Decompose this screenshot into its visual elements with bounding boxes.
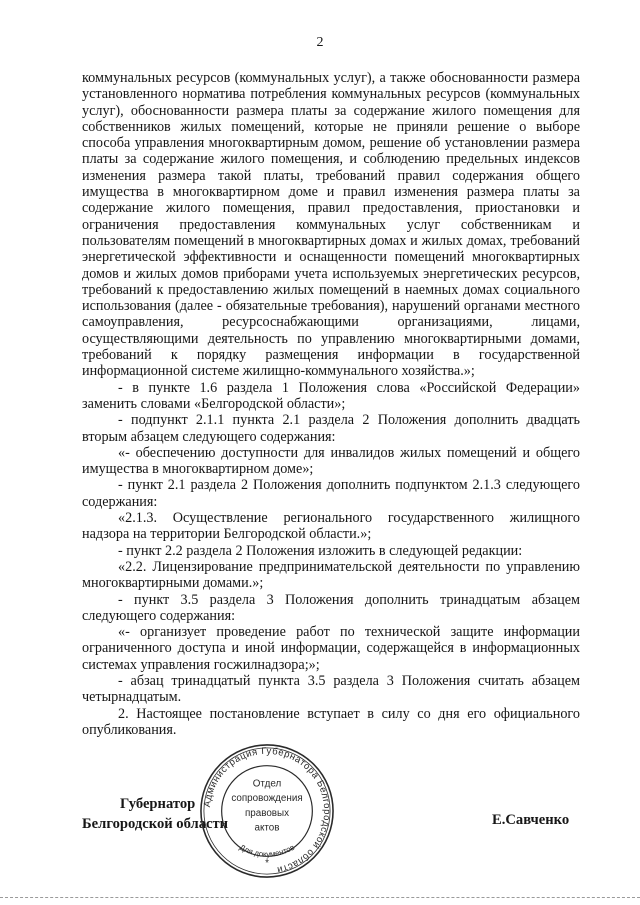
paragraph-continuation: коммунальных ресурсов (коммунальных услуг), а также обоснованности размера установленного норматива потребления коммунальных ресурсов (коммунальных услуг), обоснованности размера платы за содержание жилого помещения для собственников жилых помещений, которые не приняли решение о выборе способа управления многоквартирным домом, решение об установлении размера платы за содержание жилого помещения, и соблюдению предельных индексов изменения размера такой платы, требований правил содержания общего имущества в многоквартирном доме и правил изменения размера платы за содержание жилого помещения, правил предоставления, приостановки и ограничения предоставления коммунальных услуг собственникам и пользователям помещений в многоквартирных домах и жилых домах, требований энергетической эффективности и оснащенности помещений многоквартирных домов и жилых домов приборами учета используемых энергетических ресурсов, требований к предоставлению жилых помещений в наемных домах социального использования (далее - обязательные требования), нарушений органами местного самоуправления, ресурсоснабжающими организациями, лицами, осуществляющими деятельность по управлению многоквартирными домами, требований к порядку размещения информации в государственной информационной системе жилищно-коммунального хозяйства.»; — [82, 70, 580, 380]
paragraph-quote-3-5: «- организует проведение работ по технической защите информации ограниченного доступа и иной информации, содержащейся в информационных системах управления госжилнадзора;»; — [82, 624, 580, 673]
stamp-center-line-4: актов — [254, 822, 280, 834]
stamp-center-line-1: Отдел — [252, 778, 282, 790]
paragraph-effective-date: 2. Настоящее постановление вступает в силу со дня его официального опубликования. — [82, 705, 580, 738]
document-body — [82, 70, 580, 738]
paragraph-quote-2-1-3: «2.1.3. Осуществление регионального государственного жилищного надзора на территории Белгородской области.»; — [82, 510, 580, 543]
stamp-ring-text: Администрация Губернатора Белгородской области — [201, 745, 333, 876]
paragraph-quote-accessibility: «- обеспечению доступности для инвалидов жилых помещений и общего имущества в многоквартирном доме»; — [82, 444, 580, 478]
official-stamp — [198, 742, 336, 880]
page-number: 2 — [316, 35, 324, 50]
paragraph-amend-2-2: - пункт 2.2 раздела 2 Положения изложить в следующей редакции: — [118, 542, 523, 559]
paragraph-amend-2-1-1: - подпункт 2.1.1 пункта 2.1 раздела 2 Положения дополнить двадцать вторым абзацем следующего содержания: — [82, 412, 580, 445]
paragraph-amend-3-5: - пункт 3.5 раздела 3 Положения дополнить тринадцатым абзацем следующего содержания: — [82, 591, 580, 624]
paragraph-amend-2-1: - пункт 2.1 раздела 2 Положения дополнить подпунктом 2.1.3 следующего содержания: — [82, 477, 580, 510]
paragraph-amend-1-6: - в пункте 1.6 раздела 1 Положения слова «Российской Федерации» заменить словами «Белгородской области»; — [82, 379, 580, 412]
page-bottom-edge — [0, 897, 640, 898]
signatory-title-line1: Губернатор — [120, 796, 196, 812]
paragraph-renumber-3-5: - абзац тринадцатый пункта 3.5 раздела 3 Положения считать абзацем четырнадцатым. — [82, 672, 580, 706]
signatory-name: Е.Савченко — [492, 812, 570, 828]
stamp-bottom-text: Для документов — [237, 842, 297, 859]
stamp-star-icon: * — [265, 858, 269, 870]
stamp-center-line-3: правовых — [244, 807, 290, 819]
paragraph-quote-2-2: «2.2. Лицензирование предпринимательской деятельности по управлению многоквартирными домами.»; — [82, 558, 580, 592]
svg-text:Для документов — [238, 843, 296, 859]
signatory-title-line2: Белгородской области — [82, 816, 229, 832]
stamp-center-line-2: сопровождения — [231, 793, 303, 805]
